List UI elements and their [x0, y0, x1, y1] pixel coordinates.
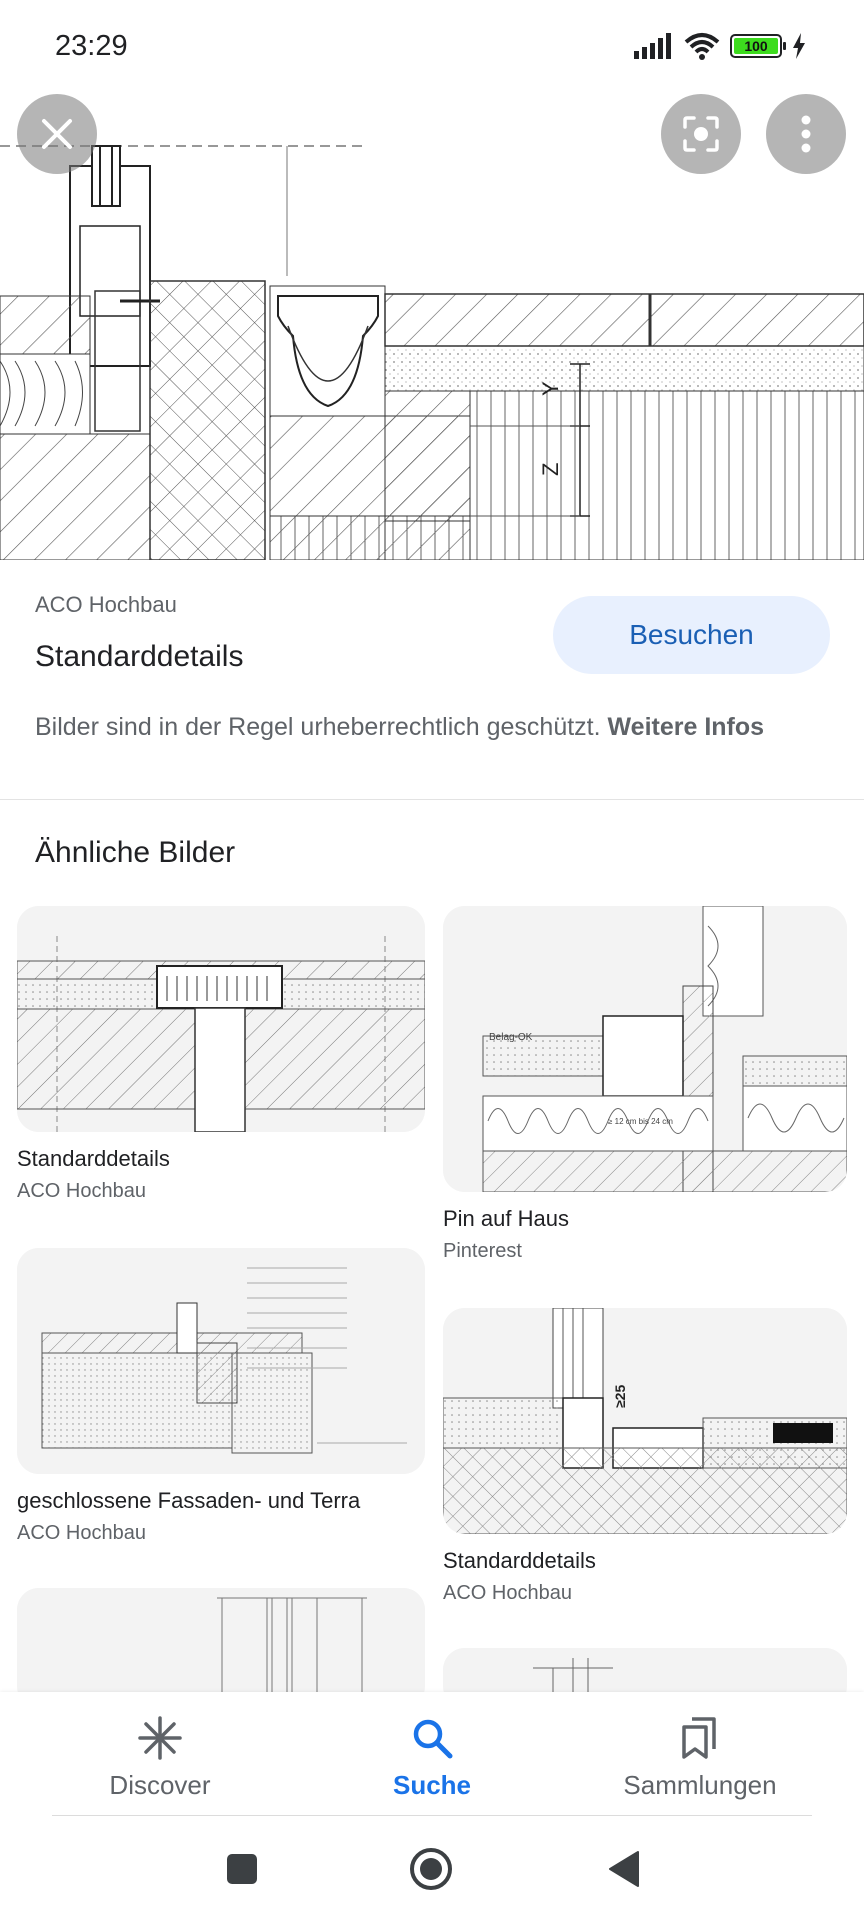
hero-image[interactable] — [0, 96, 864, 560]
status-bar — [0, 0, 864, 96]
copyright-notice — [35, 710, 825, 745]
nav-discover[interactable] — [60, 1712, 260, 1801]
status-time: 23:29 — [55, 30, 128, 62]
result-source[interactable]: ACO Hochbau — [35, 592, 177, 617]
nav-collections[interactable] — [600, 1712, 800, 1801]
recents-button[interactable] — [217, 1844, 267, 1894]
similar-card[interactable] — [17, 1248, 425, 1545]
visit-button[interactable]: Besuchen — [553, 596, 830, 674]
result-title[interactable]: Standarddetails — [35, 640, 244, 673]
charging-icon — [792, 33, 806, 59]
thumb-label-belag: Belag-OK — [489, 1032, 533, 1043]
home-button[interactable] — [406, 1844, 456, 1894]
similar-card-title: geschlossene Fassaden- und Terra — [17, 1488, 361, 1513]
similar-thumbnail[interactable] — [17, 1248, 425, 1474]
similar-thumbnail[interactable] — [443, 906, 847, 1192]
thumb-label-dim: ≥ 12 cm bis 24 cm — [608, 1117, 673, 1126]
similar-card[interactable] — [17, 1588, 425, 1708]
thumb-label-dim: ≥25 — [612, 1384, 628, 1408]
search-icon — [410, 1716, 454, 1760]
nav-search[interactable] — [332, 1712, 532, 1801]
dim-label-z: Z — [538, 462, 563, 476]
similar-card-title: Standarddetails — [17, 1146, 170, 1171]
similar-card-source: ACO Hochbau — [17, 1180, 146, 1202]
similar-thumbnail[interactable] — [443, 1308, 847, 1534]
similar-card-source: ACO Hochbau — [443, 1582, 572, 1604]
close-button[interactable] — [17, 94, 97, 174]
bookmarks-icon — [680, 1715, 720, 1761]
similar-card-source: Pinterest — [443, 1240, 522, 1262]
similar-card-title: Pin auf Haus — [443, 1206, 569, 1231]
status-icons — [634, 32, 806, 60]
square-icon — [226, 1853, 258, 1885]
nav-label: Sammlungen — [623, 1770, 777, 1800]
lens-button[interactable] — [661, 94, 741, 174]
similar-thumbnail[interactable] — [17, 1588, 425, 1708]
back-button[interactable] — [598, 1844, 648, 1894]
battery-icon — [730, 34, 782, 58]
wifi-icon — [684, 32, 720, 60]
asterisk-icon — [137, 1715, 183, 1761]
home-circle-icon — [408, 1846, 454, 1892]
nav-label: Suche — [392, 1770, 472, 1800]
back-triangle-icon — [606, 1850, 640, 1888]
similar-images-heading: Ähnliche Bilder — [35, 836, 236, 869]
similar-card[interactable] — [443, 1308, 847, 1605]
result-info — [0, 560, 864, 800]
more-options-button[interactable] — [766, 94, 846, 174]
more-vert-icon — [800, 114, 812, 154]
close-icon — [40, 117, 74, 151]
similar-card[interactable] — [443, 906, 847, 1263]
hero-drawing — [0, 96, 864, 560]
similar-card-title: Standarddetails — [443, 1548, 596, 1573]
bottom-navigation — [0, 1692, 864, 1816]
copyright-text: Bilder sind in der Regel urheberrechtlich geschützt. — [35, 713, 601, 741]
similar-thumbnail[interactable] — [17, 906, 425, 1132]
signal-icon — [634, 33, 674, 59]
similar-card[interactable] — [17, 906, 425, 1203]
dim-label-y: Y — [538, 381, 563, 396]
more-info-link[interactable]: Weitere Infos — [607, 713, 765, 741]
battery-level: 100 — [734, 38, 778, 54]
lens-icon — [681, 114, 721, 154]
similar-card-source: ACO Hochbau — [17, 1522, 146, 1544]
system-navigation — [0, 1816, 864, 1920]
nav-label: Discover — [109, 1770, 211, 1800]
